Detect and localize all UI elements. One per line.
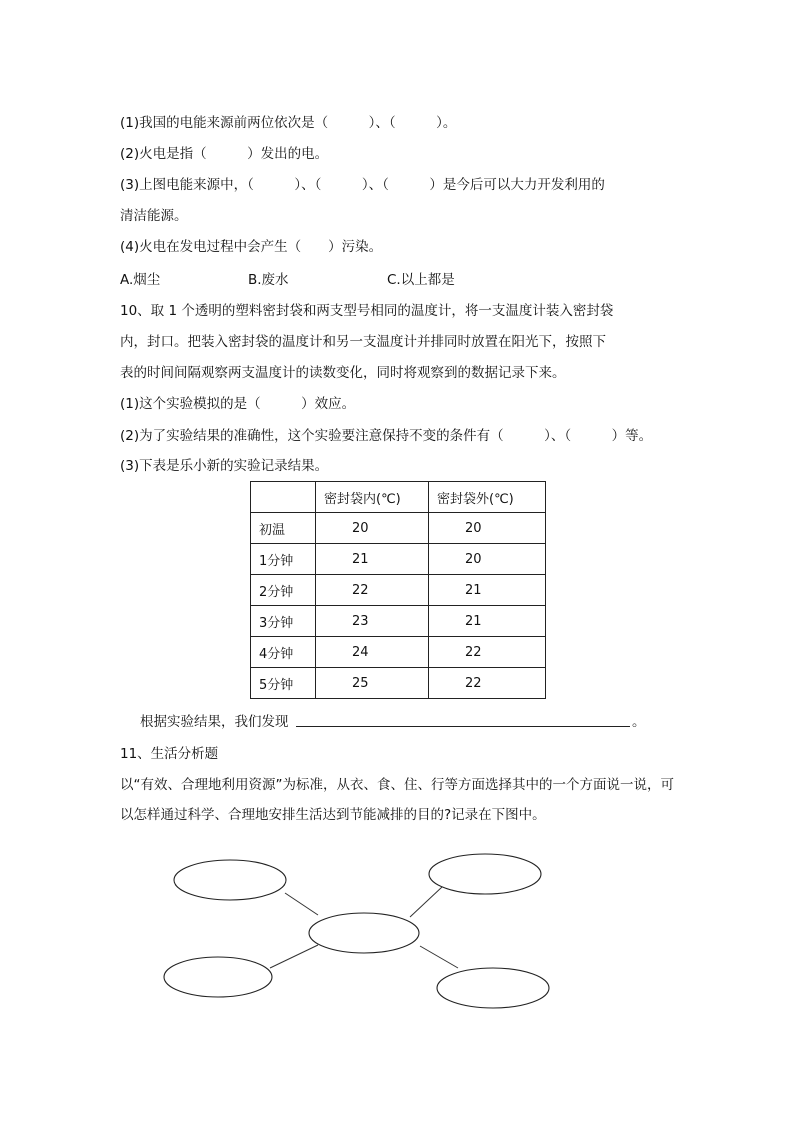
- ellipse-bottom-right[interactable]: [437, 968, 549, 1008]
- table-cell-inside: 24: [316, 637, 429, 668]
- q9-item-1: (1)我国的电能来源前两位依次是（ ）、（ ）。: [120, 115, 457, 131]
- table-cell-inside: 21: [316, 544, 429, 575]
- table-cell-outside: 20: [429, 544, 546, 575]
- table-cell-time: 3分钟: [251, 606, 316, 637]
- table-cell-time: 1分钟: [251, 544, 316, 575]
- ellipse-bottom-left[interactable]: [164, 957, 272, 997]
- conclusion-suffix: 。: [632, 714, 646, 730]
- table-cell-outside: 22: [429, 637, 546, 668]
- q9-item-3-cont: 清洁能源。: [120, 208, 188, 224]
- q11-prompt-line-1: 以“有效、合理地利用资源”为标准，从衣、食、住、行等方面选择其中的一个方面说一说，可: [120, 777, 674, 793]
- option-b: B.废水: [248, 272, 289, 288]
- connector-line: [270, 945, 318, 968]
- table-cell-inside: 20: [316, 513, 429, 544]
- table-cell-time: 2分钟: [251, 575, 316, 606]
- table-cell-inside: 25: [316, 668, 429, 699]
- table-cell-time: 5分钟: [251, 668, 316, 699]
- table-cell-time: 初温: [251, 513, 316, 544]
- table-header-cell: 密封袋内(℃): [316, 482, 429, 513]
- table-cell-inside: 23: [316, 606, 429, 637]
- connector-line: [420, 946, 458, 968]
- table-header-cell: 密封袋外(℃): [429, 482, 546, 513]
- table-cell-outside: 21: [429, 606, 546, 637]
- ellipse-center[interactable]: [309, 913, 419, 953]
- table-cell-inside: 22: [316, 575, 429, 606]
- q9-item-3: (3)上图电能来源中，（ ）、（ ）、（ ）是今后可以大力开发利用的: [120, 177, 605, 193]
- table-cell-time: 4分钟: [251, 637, 316, 668]
- table-cell-outside: 21: [429, 575, 546, 606]
- q10-item-1: (1)这个实验模拟的是（ ）效应。: [120, 396, 356, 412]
- option-a: A.烟尘: [120, 272, 161, 288]
- option-c: C.以上都是: [387, 272, 455, 288]
- ellipse-top-right[interactable]: [429, 854, 541, 894]
- q9-item-2: (2)火电是指（ ）发出的电。: [120, 146, 329, 162]
- q10-intro-line-1: 10、取 1 个透明的塑料密封袋和两支型号相同的温度计，将一支温度计装入密封袋: [120, 303, 614, 319]
- q11-prompt-line-2: 以怎样通过科学、合理地安排生活达到节能减排的目的?记录在下图中。: [120, 807, 546, 823]
- table-cell-outside: 22: [429, 668, 546, 699]
- q10-item-3: (3)下表是乐小新的实验记录结果。: [120, 458, 329, 474]
- q10-intro-line-3: 表的时间间隔观察两支温度计的读数变化，同时将观察到的数据记录下来。: [120, 365, 566, 381]
- connector-line: [285, 893, 318, 915]
- q10-item-2: (2)为了实验结果的准确性，这个实验要注意保持不变的条件有（ ）、（ ）等。: [120, 428, 653, 444]
- table-cell-outside: 20: [429, 513, 546, 544]
- conclusion-prefix: 根据实验结果，我们发现: [140, 714, 289, 730]
- ellipse-top-left[interactable]: [174, 860, 286, 900]
- q10-intro-line-2: 内，封口。把装入密封袋的温度计和另一支温度计并排同时放置在阳光下，按照下: [120, 334, 606, 350]
- q9-item-4: (4)火电在发电过程中会产生（ ）污染。: [120, 239, 383, 255]
- connector-line: [410, 887, 442, 917]
- q11-title: 11、生活分析题: [120, 746, 219, 762]
